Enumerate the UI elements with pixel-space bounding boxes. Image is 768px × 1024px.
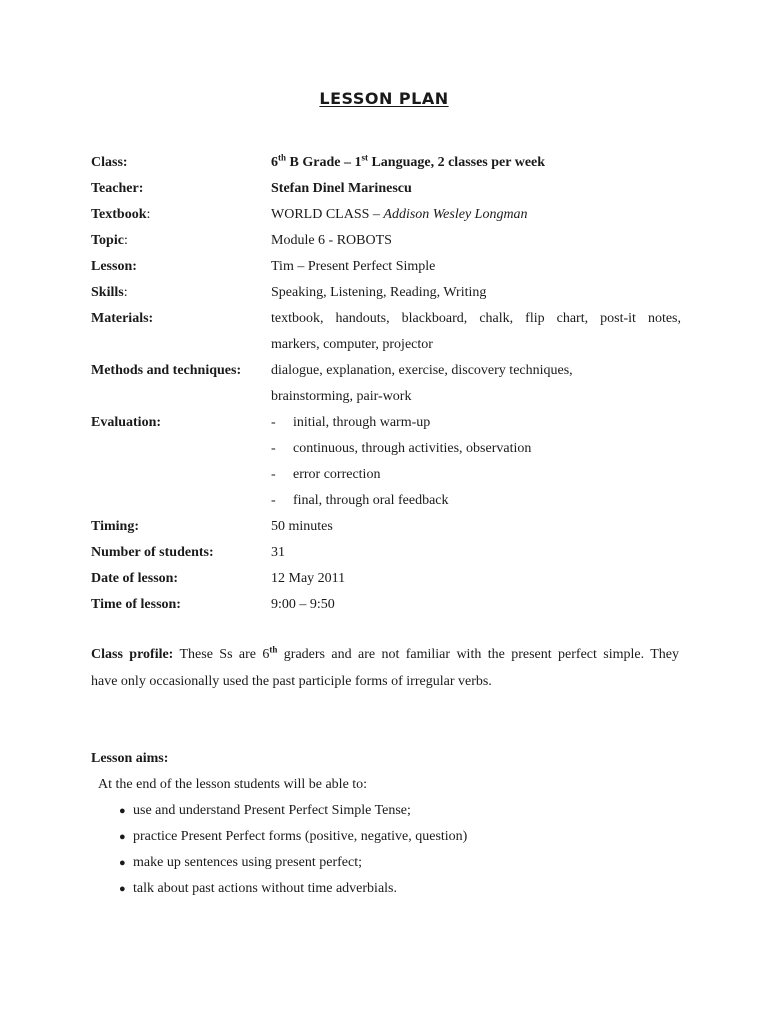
timing-label: Timing: (91, 519, 139, 534)
class-label: Class: (91, 155, 128, 170)
class-profile-text-a: These Ss are 6 (173, 647, 270, 662)
list-item (119, 850, 467, 876)
skills-label-text: Skills (91, 285, 124, 300)
class-profile-line-1 (91, 641, 679, 668)
class-profile-line-2: have only occasionally used the past participle forms of irregular verbs. (91, 674, 492, 689)
class-profile-sup: th (269, 644, 278, 655)
materials-line-2: markers, computer, projector (271, 337, 433, 352)
aim-text: talk about past actions without time adverbials. (133, 881, 397, 896)
evaluation-label: Evaluation: (91, 415, 162, 430)
bullet-icon: ● (119, 831, 126, 843)
class-lang-sup: st (361, 152, 368, 163)
evaluation-item-text: error correction (293, 467, 381, 482)
list-item (119, 824, 467, 850)
materials-line-1: textbook, handouts, blackboard, chalk, flip chart, post-it notes, (271, 311, 681, 326)
evaluation-item (271, 488, 681, 514)
timing-value: 50 minutes (271, 519, 333, 534)
bullet-icon: ● (119, 805, 126, 817)
row-methods (91, 358, 681, 410)
topic-value: Module 6 - ROBOTS (271, 233, 392, 248)
class-grade-sup: th (278, 152, 287, 163)
evaluation-list (271, 410, 681, 514)
evaluation-item-text: initial, through warm-up (293, 415, 431, 430)
skills-label-colon: : (123, 285, 128, 300)
bullet-icon: ● (119, 857, 126, 869)
aim-text: practice Present Perfect forms (positive, negative, question) (133, 829, 468, 844)
teacher-value: Stefan Dinel Marinescu (271, 181, 412, 196)
evaluation-dash: - (271, 493, 276, 508)
row-topic (91, 228, 681, 254)
class-profile-text-b: graders and are not familiar with the present perfect simple. They (277, 647, 679, 662)
time-label: Time of lesson: (91, 597, 181, 612)
row-materials (91, 306, 681, 358)
evaluation-item-text: continuous, through activities, observation (293, 441, 532, 456)
lesson-label: Lesson: (91, 259, 137, 274)
class-grade-tail: Language, 2 classes per week (367, 155, 546, 170)
textbook-value (271, 202, 681, 228)
row-students (91, 540, 681, 566)
evaluation-dash: - (271, 415, 276, 430)
textbook-label (91, 202, 271, 228)
lesson-value: Tim – Present Perfect Simple (271, 259, 436, 274)
topic-label (91, 228, 271, 254)
evaluation-item (271, 410, 681, 436)
methods-value (271, 358, 681, 410)
class-value (271, 150, 681, 176)
time-value: 9:00 – 9:50 (271, 597, 335, 612)
teacher-label: Teacher: (91, 181, 144, 196)
row-evaluation (91, 410, 681, 514)
materials-value (271, 306, 681, 358)
row-lesson (91, 254, 681, 280)
row-timing (91, 514, 681, 540)
textbook-label-colon: : (146, 207, 151, 222)
row-date (91, 566, 681, 592)
methods-line-1: dialogue, explanation, exercise, discovery techniques, (271, 363, 573, 378)
list-item (119, 876, 467, 902)
textbook-publisher: Addison Wesley Longman (383, 207, 528, 222)
lesson-aims-intro: At the end of the lesson students will be able to: (98, 777, 368, 792)
row-skills (91, 280, 681, 306)
row-textbook (91, 202, 681, 228)
list-item (119, 798, 467, 824)
class-grade-mid: B Grade – 1 (286, 155, 362, 170)
textbook-title: WORLD CLASS – (271, 207, 384, 222)
topic-label-colon: : (123, 233, 128, 248)
evaluation-dash: - (271, 467, 276, 482)
bullet-icon: ● (119, 883, 126, 895)
class-grade-num: 6 (271, 155, 278, 170)
evaluation-dash: - (271, 441, 276, 456)
aim-text: use and understand Present Perfect Simple Tense; (133, 803, 411, 818)
lesson-aims-heading: Lesson aims: (91, 751, 169, 766)
topic-label-text: Topic (91, 233, 124, 248)
textbook-label-text: Textbook (91, 207, 147, 222)
methods-line-2: brainstorming, pair-work (271, 389, 412, 404)
methods-label: Methods and techniques: (91, 363, 242, 378)
students-label: Number of students: (91, 545, 214, 560)
evaluation-item (271, 462, 681, 488)
page-title: LESSON PLAN (319, 89, 449, 108)
evaluation-item (271, 436, 681, 462)
row-teacher (91, 176, 681, 202)
evaluation-item-text: final, through oral feedback (293, 493, 449, 508)
students-value: 31 (271, 545, 285, 560)
materials-label: Materials: (91, 311, 154, 326)
class-profile (91, 641, 679, 695)
aim-text: make up sentences using present perfect; (133, 855, 362, 870)
class-profile-label: Class profile: (91, 647, 174, 662)
skills-label (91, 280, 271, 306)
date-label: Date of lesson: (91, 571, 179, 586)
row-time (91, 592, 681, 618)
lesson-info-table (91, 150, 681, 618)
lesson-aims-list (119, 798, 467, 902)
date-value: 12 May 2011 (271, 571, 346, 586)
row-class (91, 150, 681, 176)
skills-value: Speaking, Listening, Reading, Writing (271, 285, 487, 300)
